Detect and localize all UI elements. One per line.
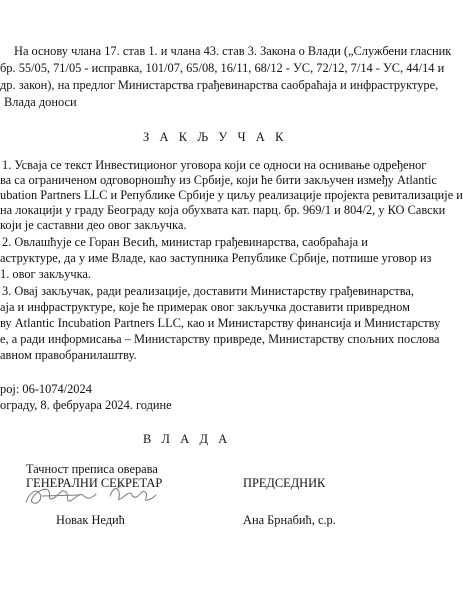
item-1-line: 1. Усваја се текст Инвестиционог уговора који се односи на оснивање одређеног bbox=[2, 158, 427, 172]
place-and-date: ограду, 8. фебруара 2024. године bbox=[0, 398, 172, 412]
preamble-line: На основу члана 17. став 1. и члана 43. став 3. Закона о Влади („Службени гласник bbox=[14, 44, 452, 58]
item-2-line: 2. Овлашћује се Горан Весић, министар грађевинарства, саобраћаја и bbox=[2, 235, 368, 249]
government-heading: В Л А Д А bbox=[143, 432, 231, 446]
item-1-line: који је саставни део овог закључка. bbox=[0, 218, 187, 232]
item-3-line: аја и инфраструктуре, које ће примерак овог закључка доставити привредном bbox=[0, 300, 410, 314]
item-1-line: ва са ограниченом одговорношћу из Србије, који ће бити закључен између Atlantic bbox=[0, 173, 437, 187]
item-1-line: ubation Partners LLC и Републике Србије у циљу реализације пројекта ревитализације и bbox=[0, 188, 463, 202]
certification-note: Тачност преписа оверава bbox=[26, 462, 158, 476]
item-3-line: 3. Овај закључак, ради реализације, доставити Министарству грађевинарства, bbox=[2, 284, 414, 298]
item-1-line: на локацији у граду Београду која обухвата кат. парц. бр. 969/1 и 804/2, у КО Савски bbox=[0, 203, 446, 217]
preamble-line: др. закон), на предлог Министарства грађевинарства саобраћаја и инфраструктуре, bbox=[0, 78, 439, 92]
item-3-line: е, а ради информисања – Министарству привреде, Министарству спољних послова bbox=[0, 332, 440, 346]
document-number: рој: 06-1074/2024 bbox=[0, 382, 92, 396]
preamble-line: бр. 55/05, 71/05 - исправка, 101/07, 65/08, 16/11, 68/12 - УС, 72/12, 7/14 - УС, 44/14 и bbox=[0, 61, 445, 75]
item-2-line: 1. овог закључка. bbox=[0, 267, 92, 281]
handwritten-signature bbox=[18, 478, 168, 512]
document-title: З А К Љ У Ч А К bbox=[143, 130, 287, 144]
item-2-line: аструктуре, да у име Владе, као заступника Републике Србије, потпише уговор из bbox=[0, 251, 432, 265]
issuer-statement: Влада доноси bbox=[4, 95, 77, 109]
president-name: Ана Брнабић, с.р. bbox=[243, 513, 336, 527]
item-3-line: ву Atlantic Incubation Partners LLC, као и Министарству финансија и Министарству bbox=[0, 316, 441, 330]
secretary-title: ГЕНЕРАЛНИ СЕКРЕТАР bbox=[26, 476, 163, 490]
item-3-line: авном правобранилаштву. bbox=[0, 348, 137, 362]
president-title: ПРЕДСЕДНИК bbox=[243, 476, 326, 490]
secretary-name: Новак Недић bbox=[56, 513, 125, 527]
